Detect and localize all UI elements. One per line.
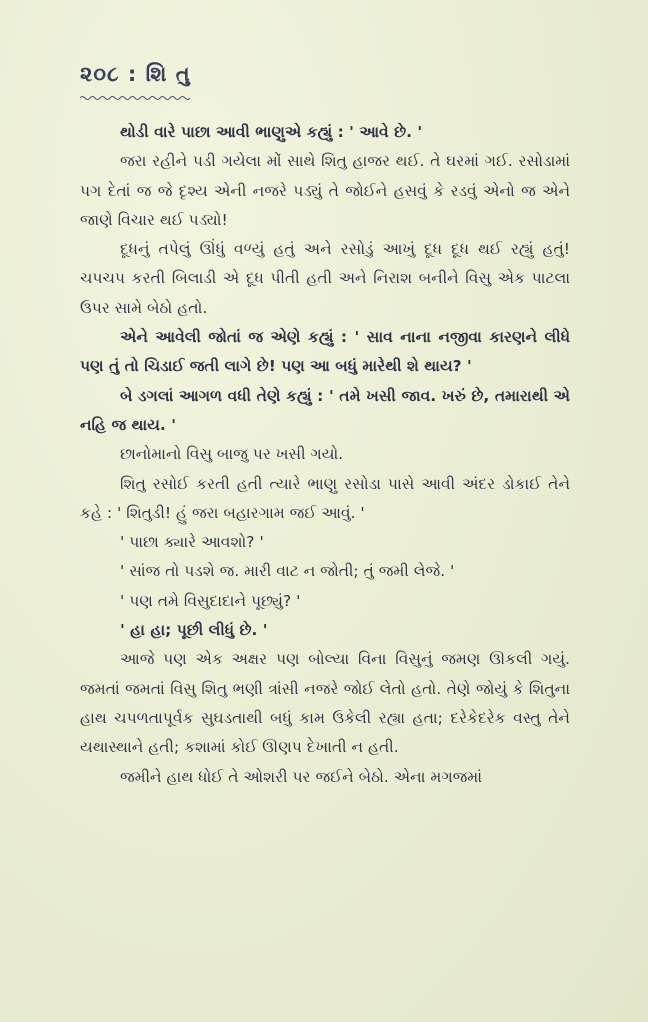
page-number: ૨૦૮ bbox=[80, 62, 120, 86]
paragraph: આજે પણ એક અક્ષર પણ બોલ્યા વિના વિસુનું જમણ ઊકલી ગયું. જમતાં જમતાં વિસુ શિતુ ભણી ત્રાંસી નજરે જોઈ લેતો હતો. તેણે જોયું કે શિતુના હાથ ચપળતાપૂર્વક સુઘડતાથી બધું કામ ઉકેલી રહ્યા હતા; દરેકેદરેક વસ્તુ તેને યથાસ્થાને હતી; કશામાં કોઈ ઊણપ દેખાતી ન હતી. bbox=[80, 650, 570, 757]
header-separator: : bbox=[127, 62, 138, 86]
dialogue-line: ' હા હા; પૂછી લીધું છે. ' bbox=[120, 621, 268, 640]
paragraph: છાનોમાનો વિસુ બાજુ પર ખસી ગયો. bbox=[120, 445, 344, 464]
paragraph: જરા રહીને પડી ગયેલા મોં સાથે શિતુ હાજર થઈ. તે ઘરમાં ગઈ. રસોડામાં પગ દેતાં જ જે દૃશ્ય એની નજરે પડ્યું તે જોઈને હસવું કે રડવું એનો જ એને જાણે વિચાર થઈ પડ્યો! bbox=[80, 152, 570, 229]
body-text bbox=[80, 118, 570, 792]
paragraph: દૂધનું તપેલું ઊંધું વળ્યું હતું અને રસોડું આખું દૂધ દૂધ થઈ રહ્યું હતું! ચપચપ કરતી બિલાડી એ દૂધ પીતી હતી અને નિરાશ બનીને વિસુ એક પાટલા ઉપર સામે બેઠો હતો. bbox=[80, 240, 570, 317]
paragraph: જમીને હાથ ધોઈ તે ઓશરી પર જઈને બેઠો. એના મગજમાં bbox=[120, 767, 483, 786]
running-header bbox=[80, 62, 191, 87]
paragraph: એને આવેલી જોતાં જ એણે કહ્યું : ' સાવ નાના નજીવા કારણને લીધે પણ તું તો ચિડાઈ જતી લાગે છે! પણ આ બધું મારેથી શે થાય? ' bbox=[80, 328, 570, 376]
paragraph: બે ડગલાં આગળ વધી તેણે કહ્યું : ' તમે ખસી જાવ. ખરું છે, તમારાથી એ નહિ જ થાય. ' bbox=[80, 386, 570, 434]
paragraph: શિતુ રસોઈ કરતી હતી ત્યારે ભાણુ રસોડા પાસે આવી અંદર ડોકાઈ તેને કહે : ' શિતુડી! હું જરા બહારગામ જઈ આવું. ' bbox=[80, 474, 570, 522]
paragraph: થોડી વારે પાછા આવી ભાણુએ કહ્યું : ' આવે છે. ' bbox=[120, 123, 423, 141]
dialogue-line: ' પણ તમે વિસુદાદાને પૂછ્યું? ' bbox=[120, 591, 301, 610]
dialogue-line: ' સાંજ તો પડશે જ. મારી વાટ ન જોતી; તું જમી લેજે. ' bbox=[120, 562, 455, 581]
decorative-wavy-rule bbox=[80, 95, 190, 101]
dialogue-line: ' પાછા ક્યારે આવશો? ' bbox=[120, 533, 264, 552]
chapter-title: શિ તુ bbox=[145, 62, 191, 86]
